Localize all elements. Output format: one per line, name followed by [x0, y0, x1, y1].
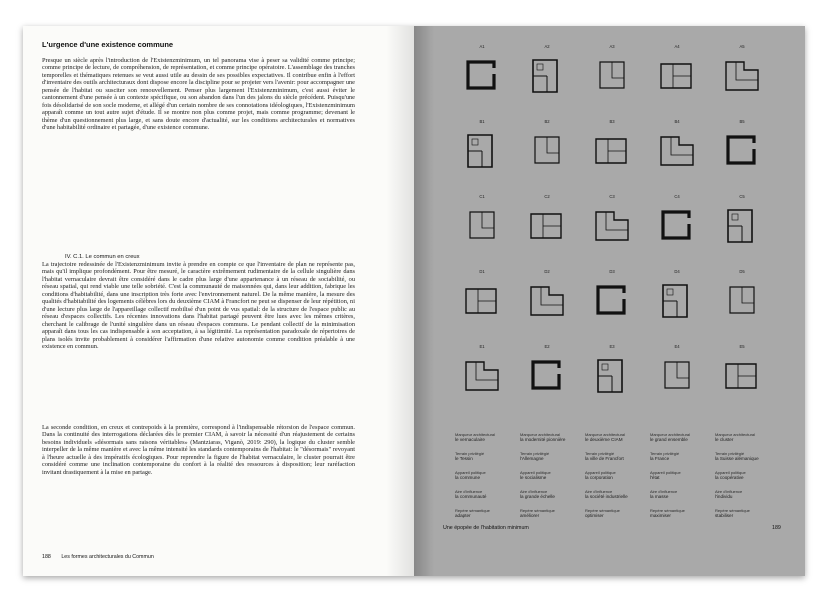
- plan-label: E4: [674, 344, 680, 349]
- legend-key: Appareil politique: [520, 470, 551, 475]
- legend-key: Aire d'influence: [520, 489, 548, 494]
- floor-plan-drawing: [659, 208, 695, 244]
- legend-value: la modernité pionnière: [520, 437, 566, 442]
- plan-d2: [517, 269, 577, 335]
- plan-c1: [452, 194, 512, 260]
- legend-key: Repère sémantique: [520, 508, 555, 513]
- floor-plan-drawing: [659, 58, 695, 94]
- left-folio: [42, 554, 154, 560]
- plan-b5: [712, 119, 772, 185]
- legend-key: Repère sémantique: [715, 508, 750, 513]
- plan-label: C1: [479, 194, 485, 199]
- legend-value: la corporation: [585, 475, 613, 480]
- running-title-left: Les formes architecturales du Commun: [61, 554, 154, 560]
- legend-value: le socialisme: [520, 475, 547, 480]
- legend-key: Terrain privilégié: [455, 451, 485, 456]
- legend-value: la communauté: [455, 494, 487, 499]
- floor-plan-drawing: [464, 208, 500, 244]
- legend-value: optimiser: [585, 513, 604, 518]
- legend-key: Marqueur architectural: [520, 432, 561, 437]
- running-title-right: Une épopée de l'habitation minimum: [443, 525, 529, 531]
- plan-label: B2: [544, 119, 550, 124]
- legend-key: Appareil politique: [650, 470, 681, 475]
- plan-label: C2: [544, 194, 550, 199]
- plan-label: A3: [609, 44, 615, 49]
- floor-plan-drawing: [724, 358, 760, 394]
- legend-key: Repère sémantique: [585, 508, 620, 513]
- plan-b1: [452, 119, 512, 185]
- plan-label: B5: [739, 119, 745, 124]
- plan-label: C4: [674, 194, 680, 199]
- plan-a1: [452, 44, 512, 110]
- plan-c3: [582, 194, 642, 260]
- plan-label: D1: [479, 269, 485, 274]
- legend-value: le cluster: [715, 437, 734, 442]
- subhead: IV. C.1. Le commun en creux: [65, 254, 140, 260]
- plan-a5: [712, 44, 772, 110]
- legend-key: Aire d'influence: [455, 489, 483, 494]
- plan-label: A5: [739, 44, 745, 49]
- plan-d4: [647, 269, 707, 335]
- legend-key: Marqueur architectural: [455, 432, 496, 437]
- paragraph-1: Presque un siècle après l'introduction de l'Existenzminimum, un tel panorama vise à peser sa validité comme principe; comme principe de lecture, de compréhension, de représentation, et comme principe opératoire. L'assemblage des tranches temporelles et thématiques retenues se veut aussi utile au dessin de ses possibles expectatives. Il contribue enfin à l'effort d'inventaire des outils architecturaux dont dispose encore la discipline pour se projeter vers l'avenir: pour accompagner une pensée de l'habitat ou susciter son renouvellement. Penser plus largement l'Existenzminimum, c'est aussi éviter le cantonnement d'une pensée à un contexte spécifique, ou son abandon dans l'un des jalons du siècle précédent. Puisqu'une fois désolidarisé de son socle moderne, et allégé d'un certain nombre de ses connotations idéologiques, l'Existenzminimum apparaît comme un tout autre sujet d'étude. Il se montre non plus comme projet, mais comme programme; devenant le thème d'un questionnement plus large, et sans doute encore d'actualité, sur les conditions architecturales et normatives d'une habitabilité ordinaire et partagée, d'une existence commune.: [42, 57, 355, 132]
- plan-e5: [712, 344, 772, 410]
- plan-e4: [647, 344, 707, 410]
- legend-value: améliorer: [520, 513, 540, 518]
- legend-key: Aire d'influence: [715, 489, 743, 494]
- left-page: [23, 26, 414, 576]
- plan-label: A1: [479, 44, 485, 49]
- legend-key: Appareil politique: [455, 470, 486, 475]
- floor-plan-drawing: [464, 58, 500, 94]
- legend-value: l'état: [650, 475, 660, 480]
- plan-label: D5: [739, 269, 745, 274]
- plan-label: A2: [544, 44, 550, 49]
- plan-c5: [712, 194, 772, 260]
- legend-key: Repère sémantique: [455, 508, 490, 513]
- legend-value: maximiser: [650, 513, 671, 518]
- plan-a3: [582, 44, 642, 110]
- legend-column: [520, 432, 584, 527]
- floor-plan-drawing: [724, 58, 760, 94]
- legend-key: Terrain privilégié: [650, 451, 680, 456]
- floor-plan-drawing: [464, 283, 500, 319]
- plan-b2: [517, 119, 577, 185]
- legend-value: le vernaculaire: [455, 437, 485, 442]
- plan-label: E3: [609, 344, 615, 349]
- legend-key: Marqueur architectural: [650, 432, 691, 437]
- plan-label: E1: [479, 344, 485, 349]
- floor-plan-grid: [452, 44, 787, 412]
- legend-value: la masse: [650, 494, 669, 499]
- plan-b3: [582, 119, 642, 185]
- plan-a2: [517, 44, 577, 110]
- floor-plan-drawing: [529, 358, 565, 394]
- legend-key: Terrain privilégié: [585, 451, 615, 456]
- floor-plan-drawing: [529, 58, 565, 94]
- plan-d3: [582, 269, 642, 335]
- legend-value: la coopérative: [715, 475, 744, 480]
- paragraph-2: La trajectoire redessinée de l'Existenzminimum invite à prendre en compte ce que l'inventaire de plan ne représente pas, mais qu'il implique profondément. Pour être mesuré, le caractère extrêmement rudimentaire de la cellule singulière dans l'habitat vernaculaire devrait être considéré dans le cadre plus large d'une appartenance à un réseau de sociabilité, ou réseau spatial, qui rend viable une telle sobriété. C'est la communauté de maisonnées qui, dans leur addition, fabrique les conditions d'habitabilité, dans une inscription très forte avec l'environnement naturel. De la même manière, la mesure des qualités d'habitabilité des logements célèbres lors du deuxième CIAM à Francfort ne peut se dispenser de leur répétition, ni d'une lecture plus large de l'appareillage collectif mobilisé d'un point de vus spatial: de la structure de l'espace public au réseau d'espaces collectifs. Les récentes innovations dans l'habitat partagé peuvent être lues avec les mêmes critères, cherchant le calibrage de l'unité singulière dans un réseau d'espaces communs. Le pendant collectif de la minimisation apparaît dans tous les cas indispensable à son acceptation, à sa légitimité. La représentation paradoxale de répertoires de plans isolés invite probablement à considérer l'affirmation d'une relative autonomie comme condition préalable à une existence en commun.: [42, 261, 355, 350]
- legend-key: Aire d'influence: [650, 489, 678, 494]
- legend-value: la ville de Francfort: [585, 456, 624, 461]
- floor-plan-drawing: [464, 358, 500, 394]
- legend-value: l'Allemagne: [520, 456, 544, 461]
- legend-key: Aire d'influence: [585, 489, 613, 494]
- legend-value: l'individu: [715, 494, 733, 499]
- legend-value: stabiliser: [715, 513, 734, 518]
- legend-key: Marqueur architectural: [585, 432, 626, 437]
- floor-plan-drawing: [594, 283, 630, 319]
- plan-c2: [517, 194, 577, 260]
- plan-label: D3: [609, 269, 615, 274]
- floor-plan-drawing: [594, 208, 630, 244]
- floor-plan-drawing: [529, 208, 565, 244]
- plan-d5: [712, 269, 772, 335]
- floor-plan-drawing: [594, 133, 630, 169]
- floor-plan-drawing: [659, 358, 695, 394]
- legend-value: le grand ensemble: [650, 437, 688, 442]
- plan-e3: [582, 344, 642, 410]
- plan-label: B4: [674, 119, 680, 124]
- plan-label: D2: [544, 269, 550, 274]
- plan-label: E2: [544, 344, 550, 349]
- legend-value: la société industrielle: [585, 494, 628, 499]
- plan-label: B3: [609, 119, 615, 124]
- legend-value: le deuxième CIAM: [585, 437, 623, 442]
- floor-plan-drawing: [724, 133, 760, 169]
- page-number-left: 188: [42, 554, 51, 560]
- floor-plan-drawing: [724, 208, 760, 244]
- floor-plan-drawing: [594, 58, 630, 94]
- floor-plan-drawing: [529, 283, 565, 319]
- legend-key: Marqueur architectural: [715, 432, 756, 437]
- legend-key: Terrain privilégié: [520, 451, 550, 456]
- legend-column: [455, 432, 519, 527]
- plan-label: C3: [609, 194, 615, 199]
- plan-d1: [452, 269, 512, 335]
- plan-label: C5: [739, 194, 745, 199]
- plan-label: D4: [674, 269, 680, 274]
- legend-key: Appareil politique: [715, 470, 746, 475]
- legend-key: Appareil politique: [585, 470, 616, 475]
- legend-value: la grande échelle: [520, 494, 555, 499]
- page-number-right: 189: [772, 525, 781, 531]
- legend-key: Repère sémantique: [650, 508, 685, 513]
- floor-plan-drawing: [659, 283, 695, 319]
- floor-plan-drawing: [464, 133, 500, 169]
- legend-key: Terrain privilégié: [715, 451, 745, 456]
- section-title: L'urgence d'une existence commune: [42, 40, 174, 49]
- plan-b4: [647, 119, 707, 185]
- paragraph-3: La seconde condition, en creux et contrepoids à la première, correspond à l'indispensable rétorsion de l'espace commun. Dans la continuité des interrogations déclarées dès le premier CIAM, à savoir la nécessité d'un réajustement de certains besoins individuels «désormais sans raisons véritables» (Mantziaras, Viganò, 2019: 290), la logique du cluster semble interpeller de la même manière et avec la même intensité les standards contemporains de l'habitat: le "désormais" revoyant à l'heure actuelle à des impératifs écologiques. Pour reprendre la figure de l'habitat vernaculaire, le cluster pourrait être considéré comme une inclination contemporaine du confort à la réalité des ressources à disposition; leur raréfaction invitant drastiquement à la mise en partage.: [42, 424, 355, 476]
- legend-value: la France: [650, 456, 670, 461]
- plan-c4: [647, 194, 707, 260]
- floor-plan-drawing: [659, 133, 695, 169]
- legend-value: le Tessin: [455, 456, 473, 461]
- plan-a4: [647, 44, 707, 110]
- plan-e2: [517, 344, 577, 410]
- floor-plan-drawing: [724, 283, 760, 319]
- legend-value: la Suisse alémanique: [715, 456, 759, 461]
- legend-column: [585, 432, 649, 527]
- plan-label: A4: [674, 44, 680, 49]
- legend-value: la commune: [455, 475, 481, 480]
- floor-plan-drawing: [529, 133, 565, 169]
- legend-column: [715, 432, 779, 527]
- floor-plan-drawing: [594, 358, 630, 394]
- legend-column: [650, 432, 714, 527]
- plan-label: B1: [479, 119, 485, 124]
- legend-value: adapter: [455, 513, 471, 518]
- plan-e1: [452, 344, 512, 410]
- plan-label: E5: [739, 344, 745, 349]
